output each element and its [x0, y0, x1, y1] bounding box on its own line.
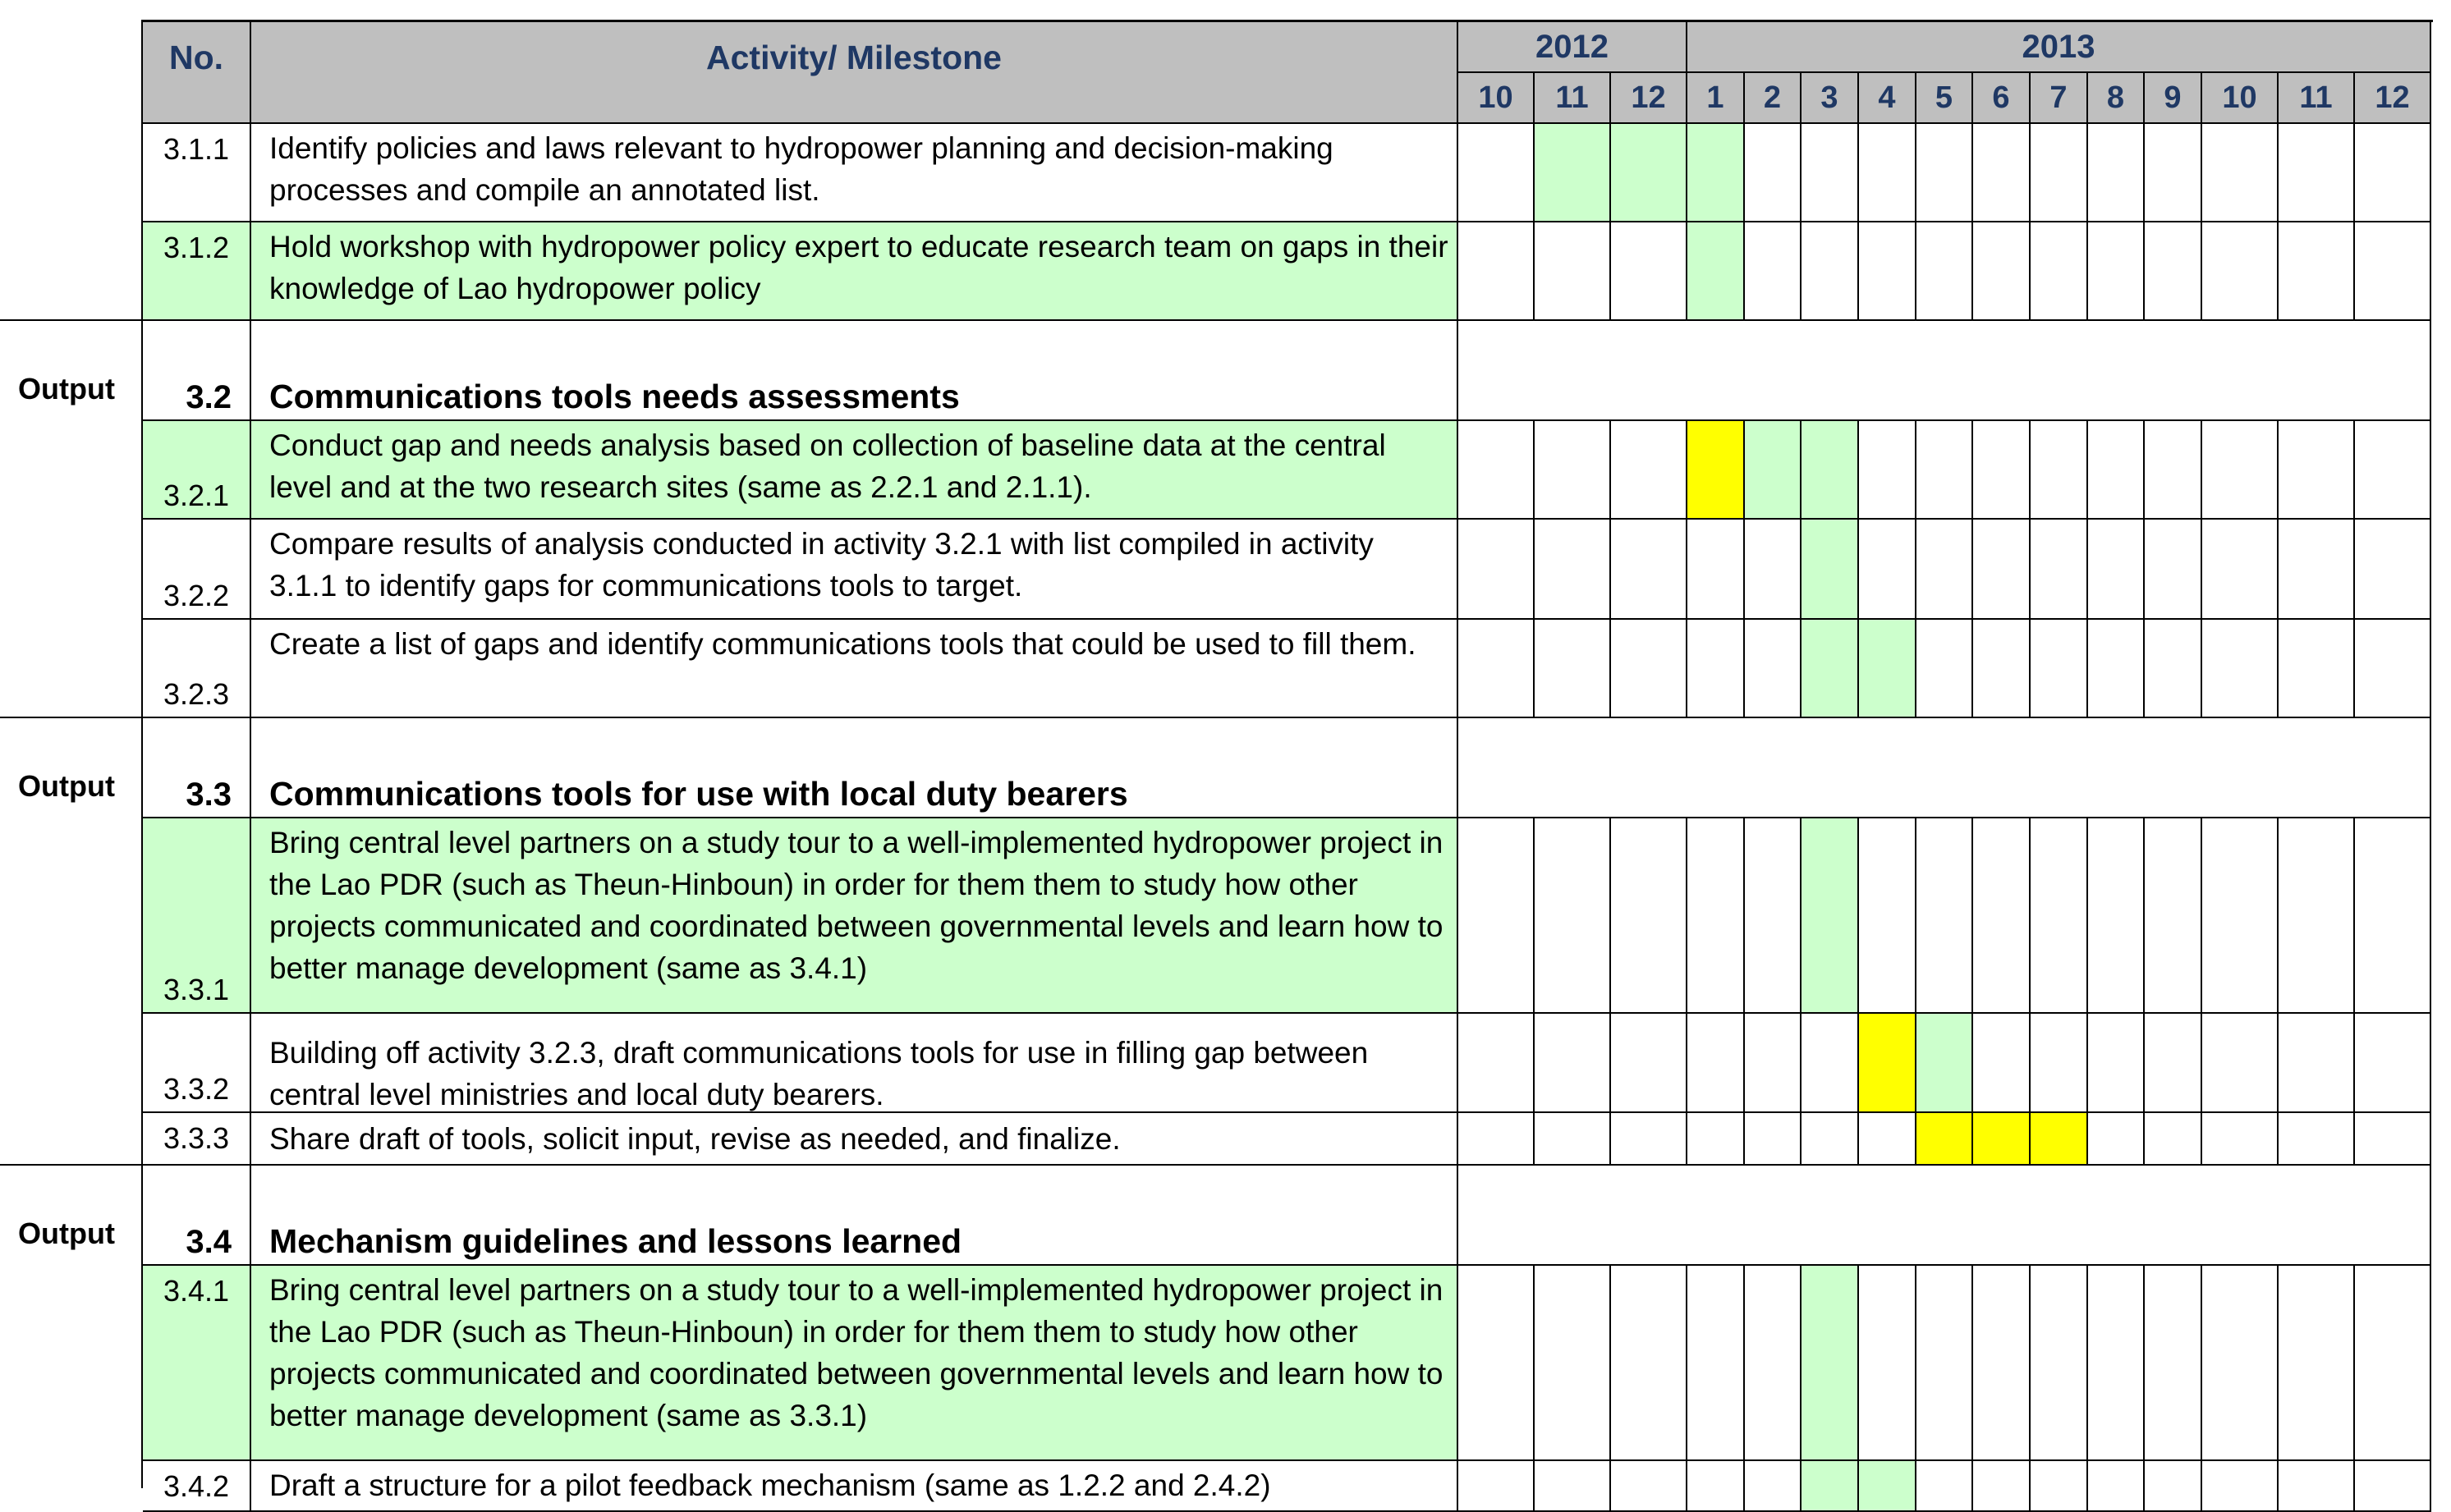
month-cell	[1535, 1113, 1611, 1166]
month-cell	[1458, 124, 1535, 222]
month-cell	[2088, 1461, 2145, 1512]
output-title: Communications tools for use with local duty bearers	[251, 718, 1458, 818]
planned-cell	[1611, 124, 1687, 222]
month-cell	[2355, 1461, 2431, 1512]
activity-description: Compare results of analysis conducted in activity 3.2.1 with list compiled in activity 3.1.1 to identify gaps for communications tools to target.	[251, 520, 1458, 620]
month-cell	[2355, 222, 2431, 321]
month-cell	[1458, 1113, 1535, 1166]
activity-column-header: Activity/ Milestone	[251, 22, 1458, 124]
month-cell	[1535, 1014, 1611, 1113]
activity-description: Create a list of gaps and identify communications tools that could be used to fill them.	[251, 620, 1458, 718]
planned-cell	[1916, 1014, 1973, 1113]
month-cell	[2088, 222, 2145, 321]
month-header: 2	[1745, 73, 1802, 124]
planned-cell	[1802, 1266, 1859, 1461]
month-cell	[2031, 818, 2088, 1014]
month-cell	[2145, 222, 2202, 321]
month-cell	[1916, 1461, 1973, 1512]
month-cell	[2031, 1266, 2088, 1461]
output-title: Communications tools needs assessments	[251, 321, 1458, 421]
month-cell	[2202, 124, 2279, 222]
month-cell	[1687, 1461, 1745, 1512]
month-cell	[2355, 124, 2431, 222]
month-cell	[1973, 1461, 2031, 1512]
month-cell	[1973, 520, 2031, 620]
month-cell	[1611, 421, 1687, 520]
month-cell	[1802, 1113, 1859, 1166]
month-cell	[1458, 421, 1535, 520]
month-cell	[2145, 124, 2202, 222]
activity-number: 3.4.2	[143, 1461, 251, 1512]
month-cell	[1859, 222, 1916, 321]
month-cell	[1973, 222, 2031, 321]
month-cell	[1611, 1014, 1687, 1113]
month-cell	[1745, 520, 1802, 620]
activity-description: Draft a structure for a pilot feedback mechanism (same as 1.2.2 and 2.4.2)	[251, 1461, 1458, 1512]
planned-cell	[1745, 421, 1802, 520]
activity-number: 3.2.1	[143, 421, 251, 520]
month-cell	[2279, 520, 2355, 620]
month-cell	[2355, 421, 2431, 520]
month-cell	[1458, 222, 1535, 321]
month-cell	[2202, 1461, 2279, 1512]
activity-number: 3.3.2	[143, 1014, 251, 1113]
no-column-header: No.	[143, 22, 251, 124]
month-cell	[2202, 818, 2279, 1014]
month-cell	[1687, 1266, 1745, 1461]
month-cell	[1687, 1014, 1745, 1113]
planned-cell	[1802, 1461, 1859, 1512]
activity-description: Bring central level partners on a study tour to a well-implemented hydropower project in the Lao PDR (such as Theun-Hinboun) in order for them them to study how other projects communicated and coordinated between governmental levels and learn how to better manage development (same as 3.3.1)	[251, 1266, 1458, 1461]
month-cell	[1611, 1461, 1687, 1512]
month-cell	[1745, 1113, 1802, 1166]
year-2013-header: 2013	[1687, 22, 2431, 73]
month-cell	[2145, 1113, 2202, 1166]
activity-number: 3.3.1	[143, 818, 251, 1014]
month-cell	[2202, 1113, 2279, 1166]
month-cell	[1611, 222, 1687, 321]
month-cell	[1973, 818, 2031, 1014]
month-cell	[1535, 1461, 1611, 1512]
month-cell	[2202, 222, 2279, 321]
month-cell	[1687, 818, 1745, 1014]
month-cell	[1687, 620, 1745, 718]
planned-cell	[1802, 520, 1859, 620]
milestone-cell	[2031, 1113, 2088, 1166]
milestone-cell	[1859, 1014, 1916, 1113]
month-cell	[1916, 818, 1973, 1014]
month-cell	[1458, 620, 1535, 718]
month-cell	[2145, 421, 2202, 520]
year-2012-header: 2012	[1458, 22, 1687, 73]
month-cell	[1611, 1113, 1687, 1166]
month-cell	[2355, 1014, 2431, 1113]
month-cell	[1745, 818, 1802, 1014]
month-cell	[1611, 620, 1687, 718]
output-title: Mechanism guidelines and lessons learned	[251, 1166, 1458, 1266]
month-cell	[1611, 520, 1687, 620]
planned-cell	[1859, 1461, 1916, 1512]
activity-description: Building off activity 3.2.3, draft communications tools for use in filling gap between central level ministries and local duty bearers.	[251, 1014, 1458, 1113]
planned-cell	[1535, 124, 1611, 222]
month-cell	[1535, 222, 1611, 321]
output-label: Output	[18, 1216, 115, 1250]
month-cell	[1973, 1266, 2031, 1461]
month-header: 10	[1458, 73, 1535, 124]
month-header: 12	[1611, 73, 1687, 124]
month-cell	[2279, 1461, 2355, 1512]
month-cell	[1745, 620, 1802, 718]
month-header: 8	[2088, 73, 2145, 124]
month-header: 11	[1535, 73, 1611, 124]
month-cell	[2202, 520, 2279, 620]
month-header: 9	[2145, 73, 2202, 124]
output-number: 3.3	[143, 718, 251, 818]
month-cell	[2279, 620, 2355, 718]
month-cell	[1802, 1014, 1859, 1113]
month-cell	[1916, 1266, 1973, 1461]
month-cell	[2088, 1266, 2145, 1461]
activity-description: Bring central level partners on a study tour to a well-implemented hydropower project in the Lao PDR (such as Theun-Hinboun) in order for them them to study how other projects communicated and coordinated between governmental levels and learn how to better manage development (same as 3.4.1)	[251, 818, 1458, 1014]
month-cell	[1859, 520, 1916, 620]
month-cell	[1458, 818, 1535, 1014]
month-cell	[1535, 1266, 1611, 1461]
activity-number: 3.1.1	[143, 124, 251, 222]
output-label: Output	[18, 769, 115, 803]
output-number: 3.4	[143, 1166, 251, 1266]
month-cell	[1973, 1014, 2031, 1113]
month-cell	[1535, 520, 1611, 620]
month-cell	[1973, 620, 2031, 718]
month-cell	[1535, 818, 1611, 1014]
activity-description: Hold workshop with hydropower policy expert to educate research team on gaps in their knowledge of Lao hydropower policy	[251, 222, 1458, 321]
month-cell	[2145, 620, 2202, 718]
month-cell	[1745, 222, 1802, 321]
month-cell	[1859, 818, 1916, 1014]
activity-number: 3.2.2	[143, 520, 251, 620]
month-cell	[1745, 1461, 1802, 1512]
month-cell	[2279, 818, 2355, 1014]
month-cell	[2088, 818, 2145, 1014]
month-cell	[2145, 1014, 2202, 1113]
planned-cell	[1802, 620, 1859, 718]
milestone-cell	[1973, 1113, 2031, 1166]
month-cell	[2202, 421, 2279, 520]
month-cell	[1458, 1266, 1535, 1461]
month-header: 1	[1687, 73, 1745, 124]
month-cell	[2279, 421, 2355, 520]
month-header: 7	[2031, 73, 2088, 124]
month-cell	[2031, 1461, 2088, 1512]
month-header: 5	[1916, 73, 1973, 124]
activity-number: 3.4.1	[143, 1266, 251, 1461]
activity-description: Share draft of tools, solicit input, revise as needed, and finalize.	[251, 1113, 1458, 1166]
month-header: 3	[1802, 73, 1859, 124]
month-cell	[1859, 124, 1916, 222]
month-cell	[1458, 1461, 1535, 1512]
month-cell	[2031, 222, 2088, 321]
month-cell	[2031, 124, 2088, 222]
month-cell	[1916, 222, 1973, 321]
month-cell	[2031, 620, 2088, 718]
month-cell	[1916, 520, 1973, 620]
output-row-blank	[1458, 1166, 2431, 1266]
activity-number: 3.1.2	[143, 222, 251, 321]
month-cell	[1611, 818, 1687, 1014]
output-label: Output	[18, 372, 115, 405]
month-cell	[1859, 1266, 1916, 1461]
month-cell	[2355, 1113, 2431, 1166]
month-cell	[1859, 1113, 1916, 1166]
month-cell	[2279, 222, 2355, 321]
month-cell	[2088, 620, 2145, 718]
month-cell	[2355, 520, 2431, 620]
month-cell	[1687, 520, 1745, 620]
activity-description: Conduct gap and needs analysis based on collection of baseline data at the central level and at the two research sites (same as 2.2.1 and 2.1.1).	[251, 421, 1458, 520]
month-header: 6	[1973, 73, 2031, 124]
month-cell	[2145, 1266, 2202, 1461]
activity-number: 3.3.3	[143, 1113, 251, 1166]
month-header: 4	[1859, 73, 1916, 124]
month-cell	[1745, 124, 1802, 222]
planned-cell	[1859, 620, 1916, 718]
month-cell	[2145, 520, 2202, 620]
month-cell	[2355, 818, 2431, 1014]
month-cell	[1745, 1266, 1802, 1461]
month-header: 12	[2355, 73, 2431, 124]
section-divider	[143, 1164, 2431, 1166]
section-divider	[143, 717, 2431, 718]
month-cell	[2088, 421, 2145, 520]
month-cell	[1458, 520, 1535, 620]
activity-description: Identify policies and laws relevant to hydropower planning and decision-making processes and compile an annotated list.	[251, 124, 1458, 222]
month-cell	[2279, 1266, 2355, 1461]
month-cell	[1611, 1266, 1687, 1461]
month-cell	[2088, 1014, 2145, 1113]
month-header: 10	[2202, 73, 2279, 124]
month-cell	[2202, 1014, 2279, 1113]
output-number: 3.2	[143, 321, 251, 421]
month-cell	[1973, 124, 2031, 222]
month-cell	[2355, 1266, 2431, 1461]
month-cell	[1458, 1014, 1535, 1113]
month-cell	[1535, 421, 1611, 520]
month-cell	[2088, 520, 2145, 620]
month-header: 11	[2279, 73, 2355, 124]
month-cell	[2145, 818, 2202, 1014]
month-cell	[2031, 421, 2088, 520]
month-cell	[1916, 620, 1973, 718]
month-cell	[1916, 421, 1973, 520]
month-cell	[1745, 1014, 1802, 1113]
milestone-cell	[1916, 1113, 1973, 1166]
month-cell	[2088, 1113, 2145, 1166]
month-cell	[2279, 1014, 2355, 1113]
month-cell	[1687, 1113, 1745, 1166]
planned-cell	[1802, 818, 1859, 1014]
month-cell	[1802, 222, 1859, 321]
activity-number: 3.2.3	[143, 620, 251, 718]
month-cell	[2202, 1266, 2279, 1461]
month-cell	[2031, 1014, 2088, 1113]
month-cell	[2202, 620, 2279, 718]
planned-cell	[1687, 222, 1745, 321]
month-cell	[1973, 421, 2031, 520]
planned-cell	[1802, 421, 1859, 520]
month-cell	[2279, 1113, 2355, 1166]
month-cell	[1535, 620, 1611, 718]
milestone-cell	[1687, 421, 1745, 520]
planned-cell	[1687, 124, 1745, 222]
output-row-blank	[1458, 718, 2431, 818]
left-divider	[0, 319, 143, 321]
month-cell	[1859, 421, 1916, 520]
month-cell	[2355, 620, 2431, 718]
month-cell	[2145, 1461, 2202, 1512]
month-cell	[1916, 124, 1973, 222]
month-cell	[2279, 124, 2355, 222]
month-cell	[2031, 520, 2088, 620]
month-cell	[1802, 124, 1859, 222]
month-cell	[2088, 124, 2145, 222]
output-row-blank	[1458, 321, 2431, 421]
section-divider	[143, 319, 2431, 321]
